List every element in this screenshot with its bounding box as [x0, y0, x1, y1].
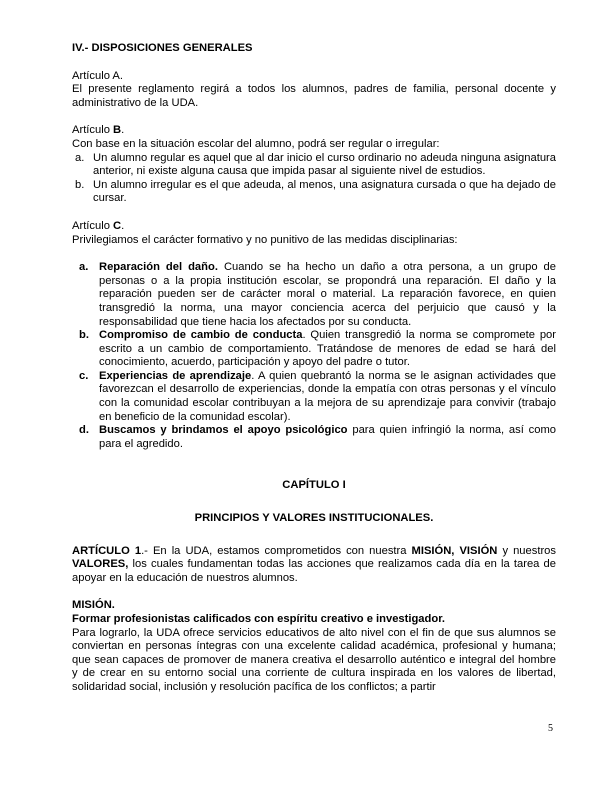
chapter-subtitle: PRINCIPIOS Y VALORES INSTITUCIONALES.	[194, 512, 434, 525]
list-marker: a.	[75, 151, 85, 164]
document-page	[72, 40, 556, 695]
section-title: IV.- DISPOSICIONES GENERALES	[72, 42, 253, 54]
spacer	[72, 451, 556, 479]
spacer	[72, 56, 556, 70]
list-item-title: Buscamos y brindamos el apoyo psicológico	[99, 424, 348, 437]
list-item	[72, 370, 556, 424]
mision-text: Para lograrlo, la UDA ofrece servicios educativos de alto nivel con el fin de que sus alumnos se conviertan en personas íntegras con una excelente calidad académica, profesional y humana; que sean capaces de promover de manera creativa el desarrollo auténtico e integral del hombre y de crear en su entorno social una corriente de cultura inspirada en los valores de libertad, solidaridad social, inclusión y resolución pacífica de los conflictos; a partir	[72, 626, 556, 693]
articulo-b-heading	[72, 124, 556, 138]
mision-tagline: Formar profesionistas calificados con espíritu creativo e investigador.	[72, 613, 446, 625]
articulo-1-text: los cuales fundamentan todas las acciones que realizamos cada día en la tarea de apoyar en la educación de nuestros alumnos.	[72, 558, 556, 584]
spacer	[72, 585, 556, 599]
spacer	[72, 526, 556, 545]
list-marker: b.	[79, 329, 89, 342]
spacer	[72, 247, 556, 261]
list-item-text: . Quien transgredió la norma se compromete por escrito a un cambio de comportamiento. Tratándose de menores de edad se hará del conocimiento, acuerdo, participación y apoyo del padre o tutor.	[99, 329, 556, 369]
articulo-1	[72, 545, 556, 586]
list-item-title: Reparación del daño.	[99, 261, 218, 274]
heading-prefix: Artículo	[72, 124, 114, 137]
articulo-c	[72, 220, 556, 452]
list-item-title: Compromiso de cambio de conducta	[99, 329, 303, 342]
articulo-a-text: El presente reglamento regirá a todos los alumnos, padres de familia, personal docente y administrativo de la UDA.	[72, 83, 556, 109]
list-item	[72, 152, 556, 179]
articulo-b-intro: Con base en la situación escolar del alumno, podrá ser regular o irregular:	[72, 137, 440, 150]
articulo-1-label: ARTÍCULO 1	[72, 544, 142, 557]
page-number: 5	[548, 723, 553, 734]
list-item	[72, 424, 556, 451]
articulo-b-list	[72, 152, 556, 206]
heading-suffix: .	[121, 124, 125, 137]
articulo-b	[72, 124, 556, 206]
list-item-text: . A quien quebrantó la norma se le asignan actividades que favorezcan el desarrollo de experiencias, donde la empatía con otras personas y el vínculo con la comunidad escolar contribuyan a la mejora de su aprendizaje para convivir (trabajo en beneficio de la comunidad escolar).	[99, 369, 557, 423]
list-marker: a.	[79, 261, 89, 274]
chapter-title: CAPÍTULO I	[282, 479, 346, 492]
heading-letter: C	[113, 219, 122, 232]
articulo-1-bold: MISIÓN, VISIÓN	[411, 544, 498, 557]
list-item	[72, 261, 556, 329]
heading-prefix: Artículo	[72, 219, 114, 232]
list-item-text: para quien infringió la norma, así como para el agredido.	[99, 424, 557, 450]
spacer	[72, 206, 556, 220]
spacer	[72, 493, 556, 512]
list-item-text: Un alumno regular es aquel que al dar inicio el curso ordinario no adeuda ninguna asignatura anterior, ni existe alguna causa que impida pasar al siguiente nivel de estudios.	[93, 151, 556, 178]
heading-letter: B	[113, 124, 122, 137]
list-marker: b.	[75, 178, 85, 191]
list-marker: d.	[79, 424, 89, 437]
articulo-c-intro: Privilegiamos el carácter formativo y no punitivo de las medidas disciplinarias:	[72, 233, 458, 246]
list-item	[72, 179, 556, 206]
articulo-c-heading	[72, 220, 556, 234]
articulo-a	[72, 70, 556, 111]
spacer	[72, 110, 556, 124]
mision-heading: MISIÓN.	[72, 599, 115, 612]
articulo-1-text: .- En la UDA, estamos comprometidos con nuestra	[141, 544, 412, 557]
articulo-1-text: y nuestros	[497, 544, 556, 557]
mision	[72, 599, 556, 694]
articulo-1-bold: VALORES,	[72, 558, 129, 571]
list-item-text: Un alumno irregular es el que adeuda, al menos, una asignatura cursada o que ha dejado de cursar.	[93, 178, 556, 205]
articulo-c-list	[72, 261, 556, 451]
heading-suffix: .	[121, 219, 125, 232]
list-item-text: Cuando se ha hecho un daño a otra persona, a un grupo de personas o a la propia institución escolar, se propondrá una reparación. El daño y la reparación pueden ser de carácter moral o material. La reparación favorece, en quien transgredió la norma, una mayor conciencia acerca del perjuicio que causó y la responsabilidad que tiene hacia los afectados por su conducta.	[99, 261, 556, 328]
list-marker: c.	[79, 369, 89, 382]
list-item-title: Experiencias de aprendizaje	[99, 369, 252, 382]
list-item	[72, 329, 556, 370]
articulo-a-heading: Artículo A.	[72, 69, 123, 82]
